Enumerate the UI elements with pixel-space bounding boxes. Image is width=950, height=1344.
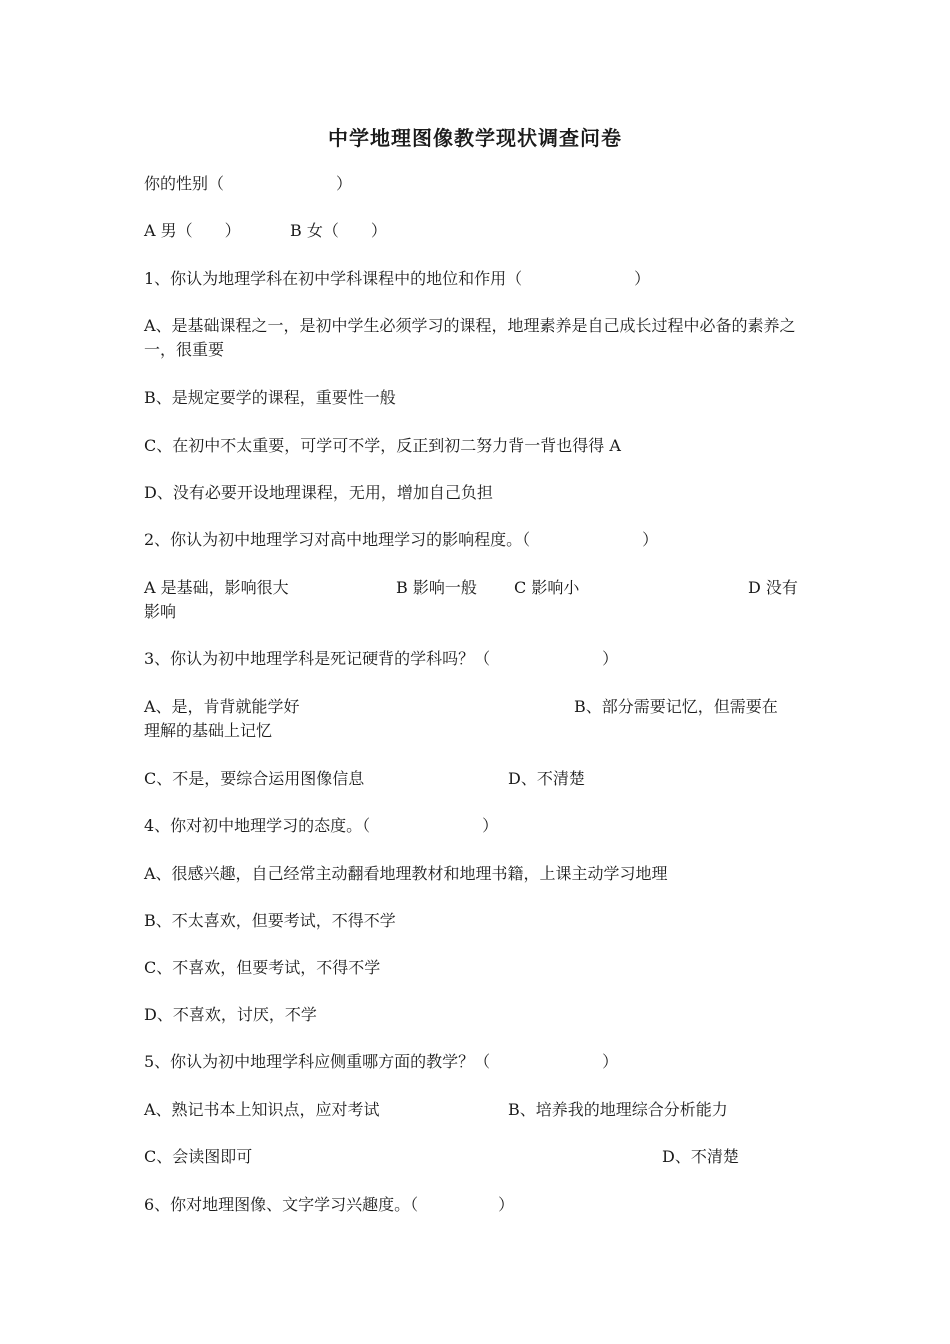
q5-option-d: D、不清楚 (662, 1147, 739, 1166)
page-title: 中学地理图像教学现状调查问卷 (328, 126, 622, 150)
q3-option-d: D、不清楚 (508, 769, 585, 788)
q5-option-a: A、熟记书本上知识点，应对考试 (144, 1100, 380, 1119)
q5-option-b: B、培养我的地理综合分析能力 (508, 1100, 728, 1119)
q4-option-b: B、不太喜欢，但要考试，不得不学 (144, 911, 396, 930)
q5-option-c: C、会读图即可 (144, 1147, 253, 1166)
gender-question: 你的性别（ ） (144, 174, 353, 193)
q3-option-c: C、不是，要综合运用图像信息 (144, 769, 365, 788)
q2-option-c: C 影响小 (514, 578, 580, 597)
q4-option-d: D、不喜欢，讨厌，不学 (144, 1005, 317, 1024)
q1-option-b: B、是规定要学的课程，重要性一般 (144, 388, 396, 407)
q1-option-c: C、在初中不太重要，可学可不学，反正到初二努力背一背也得得 A (144, 436, 621, 455)
gender-option-a: A 男（ ） (144, 221, 241, 240)
q4-option-c: C、不喜欢，但要考试，不得不学 (144, 958, 381, 977)
q3-option-b: B、部分需要记忆，但需要在 (574, 697, 778, 716)
q3-option-a: A、是，肯背就能学好 (144, 697, 300, 716)
q4-option-a: A、很感兴趣，自己经常主动翻看地理教材和地理书籍，上课主动学习地理 (144, 864, 668, 883)
q6-question: 6、你对地理图像、文字学习兴趣度。（ ） (144, 1195, 515, 1214)
q5-question: 5、你认为初中地理学科应侧重哪方面的教学？（ ） (144, 1052, 619, 1071)
q2-option-d-continued: 影响 (144, 602, 177, 621)
q2-option-d: D 没有 (748, 578, 798, 597)
q1-option-a: A、是基础课程之一，是初中学生必须学习的课程，地理素养是自己成长过程中必备的素养之一，很重要 (144, 316, 796, 359)
q1-question: 1、你认为地理学科在初中学科课程中的地位和作用（ ） (144, 269, 651, 288)
q2-option-a: A 是基础，影响很大 (144, 578, 289, 597)
gender-option-b: B 女（ ） (290, 221, 387, 240)
q2-question: 2、你认为初中地理学习对高中地理学习的影响程度。（ ） (144, 530, 659, 549)
q4-question: 4、你对初中地理学习的态度。（ ） (144, 816, 499, 835)
q3-option-b-continued: 理解的基础上记忆 (144, 721, 273, 740)
q1-option-d: D、没有必要开设地理课程，无用，增加自己负担 (144, 483, 493, 502)
q2-option-b: B 影响一般 (396, 578, 477, 597)
q3-question: 3、你认为初中地理学科是死记硬背的学科吗？（ ） (144, 649, 619, 668)
